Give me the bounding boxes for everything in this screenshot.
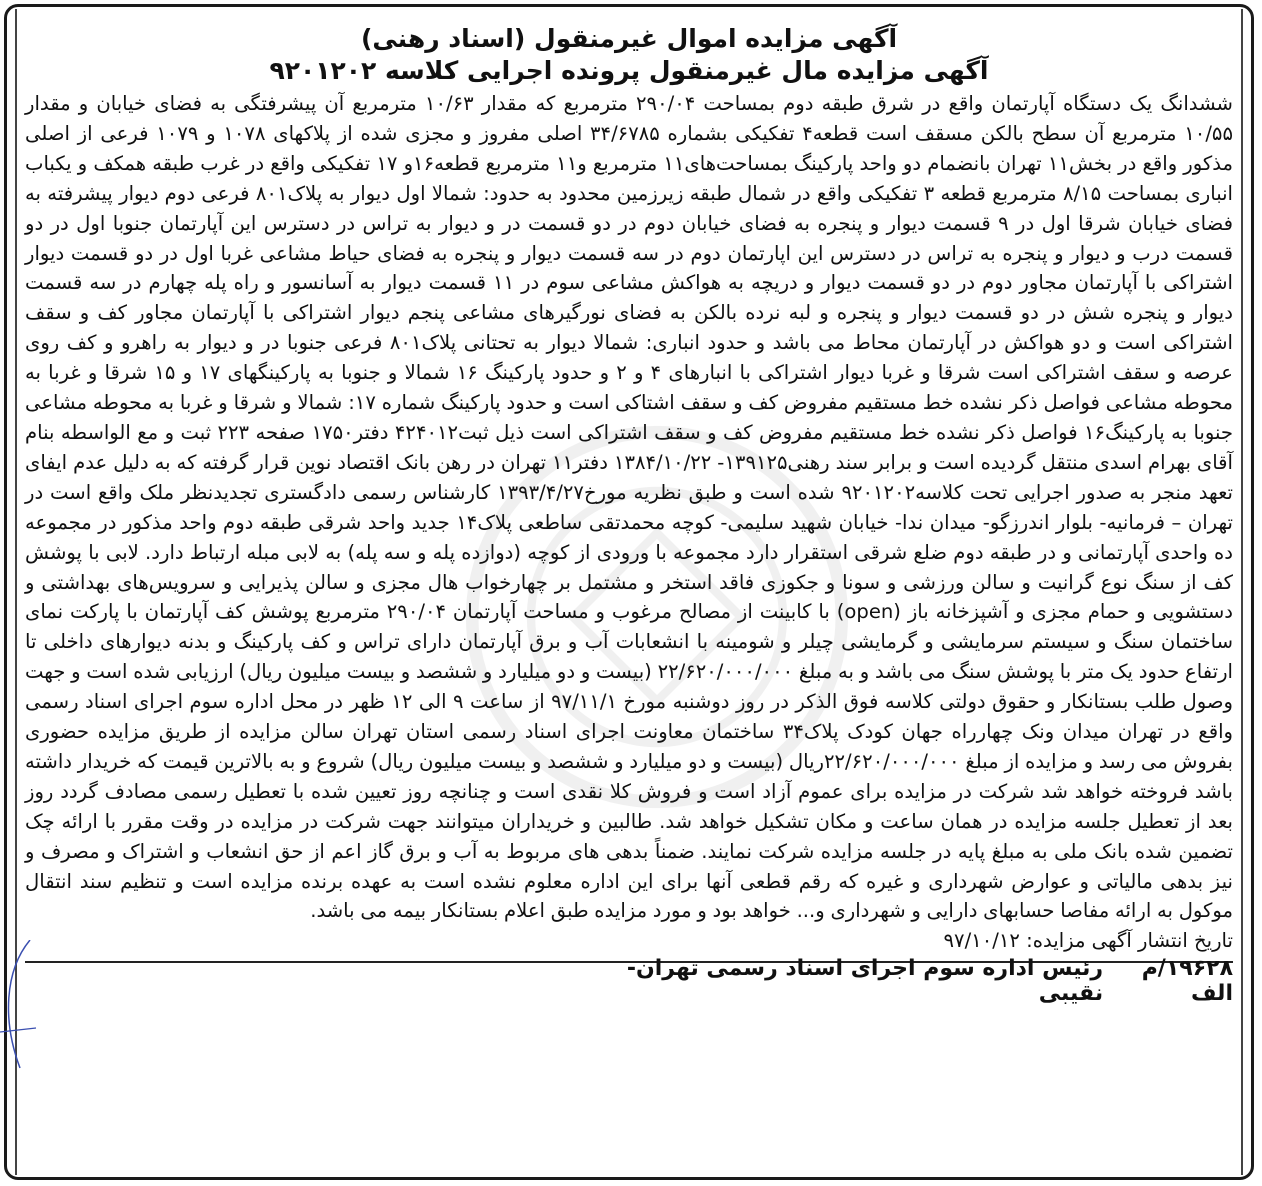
- publication-date: تاریخ انتشار آگهی مزایده: ۹۷/۱۰/۱۲: [943, 929, 1233, 953]
- notice-title: آگهی مزایده اموال غیرمنقول (اسناد رهنی): [360, 24, 898, 53]
- frame-right-rule: [1241, 9, 1243, 1175]
- notice-footer: [25, 956, 1233, 1007]
- notice-code: ۱۹۶۲۸/م الف: [1141, 956, 1233, 1007]
- frame-left-rule: [15, 9, 17, 1175]
- signature-line: رئیس اداره سوم اجرای اسناد رسمی تهران-نقیبی: [626, 956, 1104, 1007]
- notice-subtitle: آگهی مزایده مال غیرمنقول پرونده اجرایی کلاسه ۹۲۰۱۲۰۲: [269, 56, 989, 85]
- notice-content: [25, 23, 1233, 1167]
- notice-frame: [4, 4, 1254, 1180]
- notice-body: ششدانگ یک دستگاه آپارتمان واقع در شرق طبقه دوم بمساحت ۲۹۰/۰۴ مترمربع که مقدار ۱۰/۶۳ مترمربع آن پیشرفتگی به فضای خیابان و مقدار ۱۰/۵۵ مترمربع آن سطح بالکن مسقف است قطعه۴ تفکیکی بشماره ۳۴/۶۷۸۵ اصلی مفروز و مجزی شده از پلاکهای ۱۰۷۸ و ۱۰۷۹ فرعی از اصلی مذکور واقع در بخش۱۱ تهران بانضمام دو واحد پارکینگ بمساحت‌های۱۱ مترمربع و۱۱ مترمربع قطعه۱۶و ۱۷ تفکیکی واقع در غرب طبقه همکف و یکباب انباری بمساحت ۸/۱۵ مترمربع قطعه ۳ تفکیکی واقع در شمال طبقه زیرزمین محدود به حدود: شمالا اول دیوار به پلاک۸۰۱ فرعی دوم دیوار پیشرفته به فضای خیابان شرقا اول در ۹ قسمت دیوار و پنجره به فضای خیابان دوم در دو قسمت در و دیوار به تراس در دسترس این آپارتمان جنوبا اول در دو قسمت درب و دیوار و پنجره به تراس در دسترس این اپارتمان دوم در سه قسمت دیوار و پنجره به فضای حیاط مشاعی غربا اول در دو قسمت دیوار اشتراکی با آپارتمان مجاور دوم در دو قسمت دیوار و دریچه به هواکش مشاعی سوم در ۱۱ قسمت دیوار به آسانسور و راه پله چهارم در سه قسمت دیوار و پنجره شش در دو قسمت دیوار و پنجره و لبه نرده بالکن به فضای نورگیرهای مشاعی پنجم دیوار اشتراکی با آپارتمان مجاور کف و سقف اشتراکی است و دو هواکش در آپارتمان محاط می باشد و حدود انباری: شمالا دیوار به تحتانی پلاک۸۰۱ فرعی جنوبا در و دیوار به راهرو و کف روی عرصه و سقف اشتراکی است شرقا و غربا دیوار اشتراکی با انبارهای ۴ و ۲ و حدود پارکینگ ۱۶ شمالا و جنوبا به پارکینگهای ۱۷ و ۱۵ شرقا و غربا به محوطه مشاعی فواصل ذکر نشده خط مستقیم مفروض کف و سقف اشتاکی است و حدود پارکینگ شماره ۱۷: شمالا و شرقا و غربا به محوطه مشاعی جنوبا به پارکینگ۱۶ فواصل ذکر نشده خط مستقیم مفروض کف و سقف اشتراکی است ذیل ثبت۴۲۴۰۱۲ دفتر۱۷۵۰ صفحه ۲۲۳ ثبت و مع الواسطه بنام آقای بهرام اسدی منتقل گردیده است و برابر سند رهنی۱۳۹۱۲۵- ۱۳۸۴/۱۰/۲۲ دفتر۱۱ تهران در رهن بانک اقتصاد نوین قرار گرفته که به دلیل عدم ایفای تعهد منجر به صدور اجرایی تحت کلاسه۹۲۰۱۲۰۲ شده است و طبق نظریه مورخ۱۳۹۳/۴/۲۷ کارشناس رسمی دادگستری تجدیدنظر ملک واقع است در تهران – فرمانیه- بلوار اندرزگو- میدان ندا- خیابان شهید سلیمی- کوچه محمدتقی ساطعی پلاک۱۴ جدید واحد شرقی طبقه دوم واحد مذکور در مجموعه ده واحدی آپارتمانی و در طبقه دوم ضلع شرقی استقرار دارد مجموعه با ورودی از کوچه (دوازده پله و سه پله) به لابی مبله ارتباط دارد. لابی با پوشش کف از سنگ نوع گرانیت و سالن ورزشی و سونا و جکوزی فاقد استخر و مشتمل بر چهارخواب هال مجزی و سالن پذیرایی و سرویس‌های بهداشتی و دستشویی و حمام مجزی و آشپزخانه باز (open) با کابینت از مصالح مرغوب و مساحت آپارتمان ۲۹۰/۰۴ مترمربع پوشش کف آپارتمان با پارکت نمای ساختمان سنگ و سیستم سرمایشی و گرمایشی چیلر و شومینه با انشعابات آب و برق آپارتمان دارای تراس و کف پارکینگ و بدنه دیوارهای داخلی تا ارتفاع حدود یک متر با پوشش سنگ می باشد و به مبلغ ۲۲/۶۲۰/۰۰۰/۰۰۰ (بیست و دو میلیارد و ششصد و بیست میلیون ریال) ارزیابی شده است و جهت وصول طلب بستانکار و حقوق دولتی کلاسه فوق الذکر در روز دوشنبه مورخ ۹۷/۱۱/۱ از ساعت ۹ الی ۱۲ ظهر در محل اداره سوم اجرای اسناد رسمی واقع در تهران میدان ونک چهارراه جهان کودک پلاک۳۴ ساختمان معاونت اجرای اسناد رسمی استان تهران سالن مزایده از طریق مزایده حضوری بفروش می رسد و مزایده از مبلغ ۲۲/۶۲۰/۰۰۰/۰۰۰ریال (بیست و دو میلیارد و ششصد و بیست میلیون ریال) شروع و به بالاترین قیمت که خریدار داشته باشد فروخته خواهد شد شرکت در مزایده برای عموم آزاد است و فروش کلا نقدی است و چنانچه روز تعیین شده با تعطیل رسمی مصادف گردد روز بعد از تعطیل جلسه مزایده در همان ساعت و مکان تشکیل خواهد شد. طالبین و خریداران میتوانند جهت شرکت در مزایده در وقت مقرر با ارائه چک تضمین شده بانک ملی به مبلغ پایه در جلسه مزایده شرکت نمایند. ضمناً بدهی های مربوط به آب و برق گاز اعم از حق انشعاب و اشتراک و مصرف و نیز بدهی مالیاتی و عوارض شهرداری و غیره که رقم قطعی آنها برای این اداره معلوم نشده است به عهده برنده مزایده است و تنظیم سند انتقال موکول به ارائه مفاصا حسابهای دارایی و شهرداری و... خواهد بود و مورد مزایده طبق اعلام بستانکار بیمه می باشد.: [25, 92, 1234, 923]
